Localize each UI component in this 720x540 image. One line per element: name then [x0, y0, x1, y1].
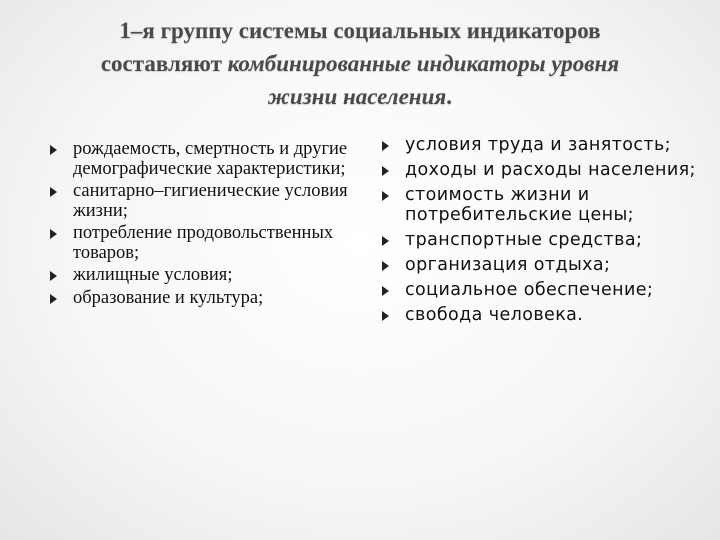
title-line-3 — [20, 80, 700, 113]
list-item-text: образование и культура; — [73, 287, 264, 308]
title-line-1: 1–я группу системы социальных индикаторов — [119, 18, 601, 43]
list-item-text: социальное обеспечение; — [405, 280, 654, 301]
triangle-bullet-icon — [50, 271, 57, 281]
title-line-3-period: . — [446, 84, 452, 109]
list-item — [50, 266, 360, 286]
list-item — [50, 140, 360, 179]
list-item-text: условия труда и занятость; — [405, 135, 671, 155]
triangle-bullet-icon — [382, 286, 389, 296]
list-item — [382, 256, 702, 275]
triangle-bullet-icon — [382, 141, 389, 151]
list-item — [50, 289, 360, 309]
triangle-bullet-icon — [382, 236, 389, 246]
list-item-text: транспортные средства; — [405, 229, 643, 250]
list-item — [382, 281, 702, 300]
list-item — [50, 182, 360, 221]
list-item-text: организация отдыха; — [405, 255, 611, 276]
list-item — [50, 224, 360, 263]
list-item-text: санитарно–гигиенические условия жизни; — [73, 181, 348, 221]
list-item — [382, 231, 702, 250]
triangle-bullet-icon — [382, 261, 389, 271]
title-line-3-italic: жизни населения — [268, 84, 447, 109]
list-item-text: потребление продовольственных товаров; — [73, 223, 334, 263]
triangle-bullet-icon — [382, 311, 389, 321]
title-line-2 — [20, 47, 700, 80]
triangle-bullet-icon — [50, 145, 57, 155]
list-item-text: свобода человека. — [405, 305, 584, 326]
slide-title — [20, 14, 700, 113]
right-bullet-list — [382, 136, 702, 332]
left-bullet-list — [50, 140, 360, 311]
list-item-text: доходы и расходы населения; — [405, 160, 696, 181]
title-line-2-normal: составляют — [100, 51, 228, 76]
list-item-text: рождаемость, смертность и другие демографические характеристики; — [73, 139, 348, 179]
list-item — [382, 306, 702, 325]
list-item — [382, 186, 702, 224]
triangle-bullet-icon — [50, 294, 57, 304]
triangle-bullet-icon — [50, 229, 57, 239]
title-line-2-italic: комбинированные индикаторы уровня — [227, 51, 620, 76]
triangle-bullet-icon — [382, 166, 389, 176]
list-item — [382, 136, 702, 155]
list-item-text: стоимость жизни и потребительские цены; — [405, 185, 634, 225]
list-item-text: жилищные условия; — [73, 265, 233, 285]
triangle-bullet-icon — [50, 187, 57, 197]
list-item — [382, 161, 702, 180]
triangle-bullet-icon — [382, 191, 389, 201]
